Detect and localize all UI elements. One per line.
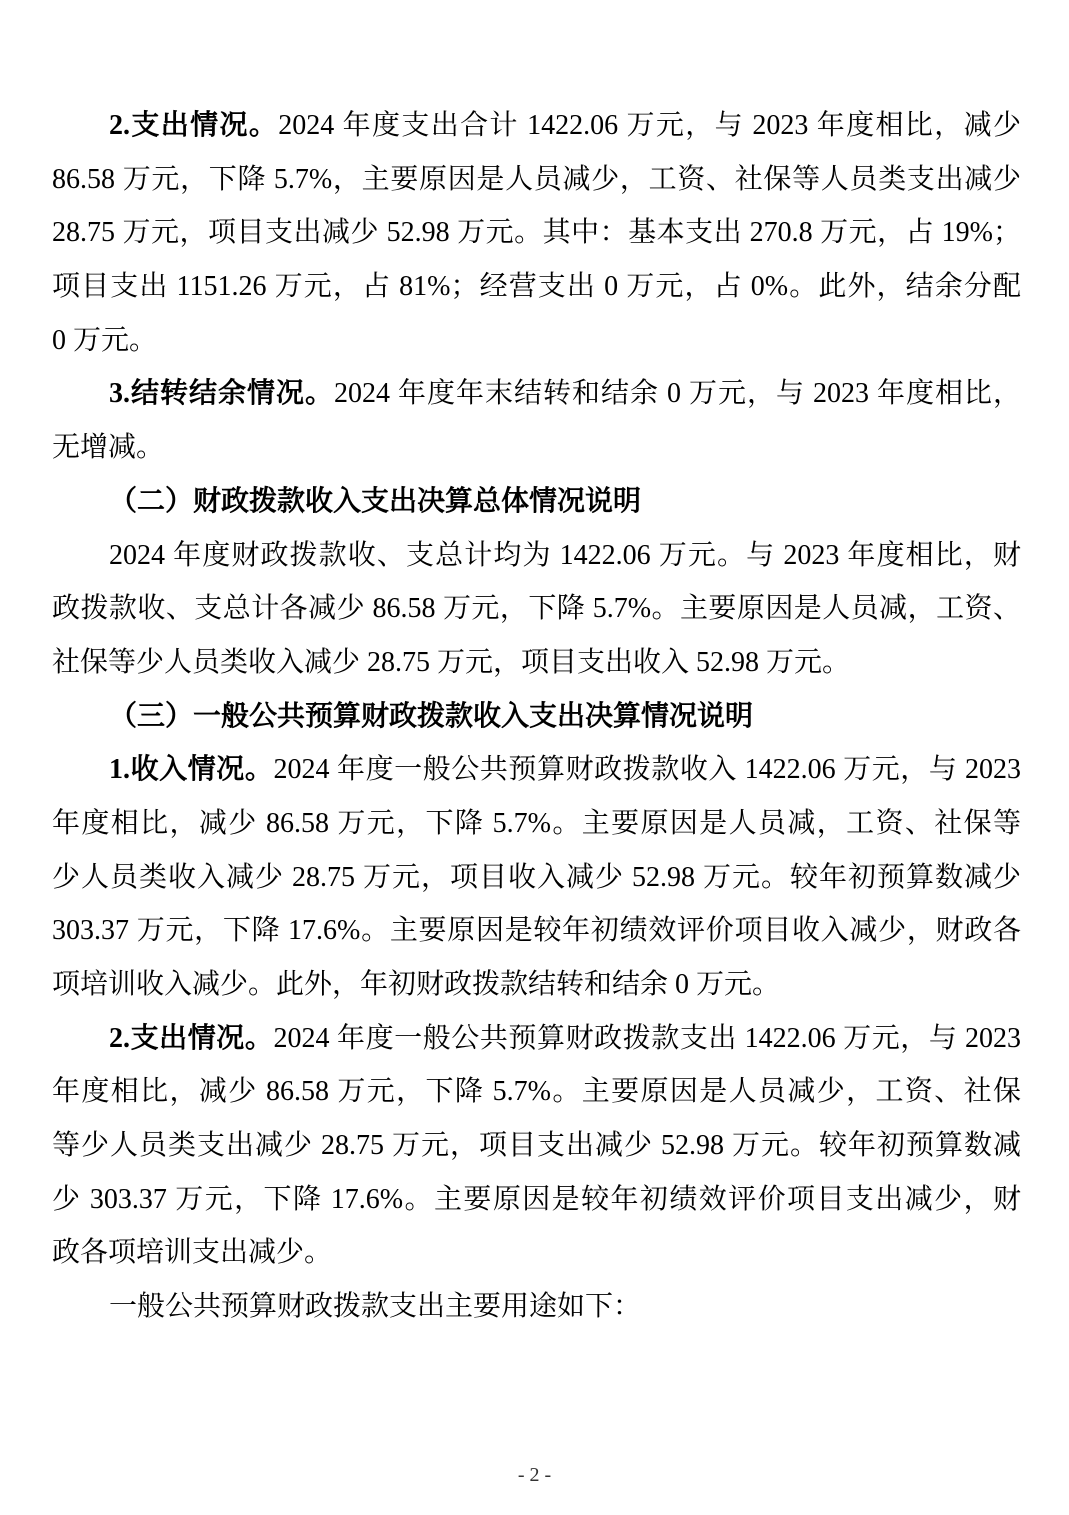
text-line: （三）一般公共预算财政拨款收入支出决算情况说明 <box>109 700 754 732</box>
text-line: 0 万元。 <box>52 324 158 356</box>
paragraph-lead-bold: 2.支出情况。 <box>109 1022 274 1054</box>
text-line: 项培训收入减少。此外，年初财政拨款结转和结余 0 万元。 <box>52 969 781 1000</box>
text-line: 社保等少人员类收入减少 28.75 万元，项目支出收入 52.98 万元。 <box>52 646 851 678</box>
text-line: 政拨款收、支总计各减少 86.58 万元，下降 5.7%。主要原因是人员减，工资、 <box>52 593 1021 625</box>
para-usage-intro <box>52 1280 1021 1334</box>
para-expenditure-detail <box>52 1012 1021 1280</box>
para-income-detail <box>52 743 1021 1011</box>
page-number: - 2 - <box>517 1464 552 1486</box>
text-line: 少人员类收入减少 28.75 万元，项目收入减少 52.98 万元。较年初预算数减少 <box>52 861 1021 893</box>
document-body <box>52 99 1021 1334</box>
text-line: 2.支出情况。2024 年度支出合计 1422.06 万元，与 2023 年度相比，减少 <box>109 110 1021 141</box>
paragraph-lead-bold: 1.收入情况。 <box>109 754 274 786</box>
heading-section-2 <box>52 475 1021 529</box>
text-line: 303.37 万元，下降 17.6%。主要原因是较年初绩效评价项目收入减少，财政各 <box>52 915 1021 947</box>
text-line: 年度相比，减少 86.58 万元，下降 5.7%。主要原因是人员减少，工资、社保 <box>52 1076 1021 1108</box>
text-line: 1.收入情况。2024 年度一般公共预算财政拨款收入 1422.06 万元，与 2023 <box>109 754 1021 786</box>
page-footer <box>0 1462 1069 1488</box>
para-fiscal-appropriation-total <box>52 529 1021 690</box>
text-line: 2024 年度财政拨款收、支总计均为 1422.06 万元。与 2023 年度相比，财 <box>109 539 1021 571</box>
para-carryover-balance <box>52 367 1021 474</box>
text-line: 政各项培训支出减少。 <box>52 1237 333 1269</box>
text-line: 年度相比，减少 86.58 万元，下降 5.7%。主要原因是人员减，工资、社保等 <box>52 807 1021 839</box>
paragraph-lead-bold: 2.支出情况。 <box>109 110 279 141</box>
text-line: （二）财政拨款收入支出决算总体情况说明 <box>109 485 642 517</box>
paragraph-lead-bold: 3.结转结余情况。 <box>109 378 334 410</box>
text-line: 项目支出 1151.26 万元，占 81%；经营支出 0 万元，占 0%。此外，结余分配 <box>52 271 1021 303</box>
text-line: 一般公共预算财政拨款支出主要用途如下： <box>109 1291 642 1323</box>
text-line: 3.结转结余情况。2024 年度年末结转和结余 0 万元，与 2023 年度相比， <box>109 378 1021 410</box>
text-line: 86.58 万元，下降 5.7%，主要原因是人员减少，工资、社保等人员类支出减少 <box>52 163 1021 195</box>
text-line: 少 303.37 万元，下降 17.6%。主要原因是较年初绩效评价项目支出减少，财 <box>52 1183 1021 1215</box>
text-line: 等少人员类支出减少 28.75 万元，项目支出减少 52.98 万元。较年初预算数减 <box>52 1130 1021 1162</box>
para-expenditure-overview <box>52 99 1021 367</box>
text-line: 2.支出情况。2024 年度一般公共预算财政拨款支出 1422.06 万元，与 2023 <box>109 1022 1021 1054</box>
heading-section-3 <box>52 690 1021 744</box>
text-line: 28.75 万元，项目支出减少 52.98 万元。其中：基本支出 270.8 万元，占 19%； <box>52 217 1021 249</box>
text-line: 无增减。 <box>52 432 165 464</box>
